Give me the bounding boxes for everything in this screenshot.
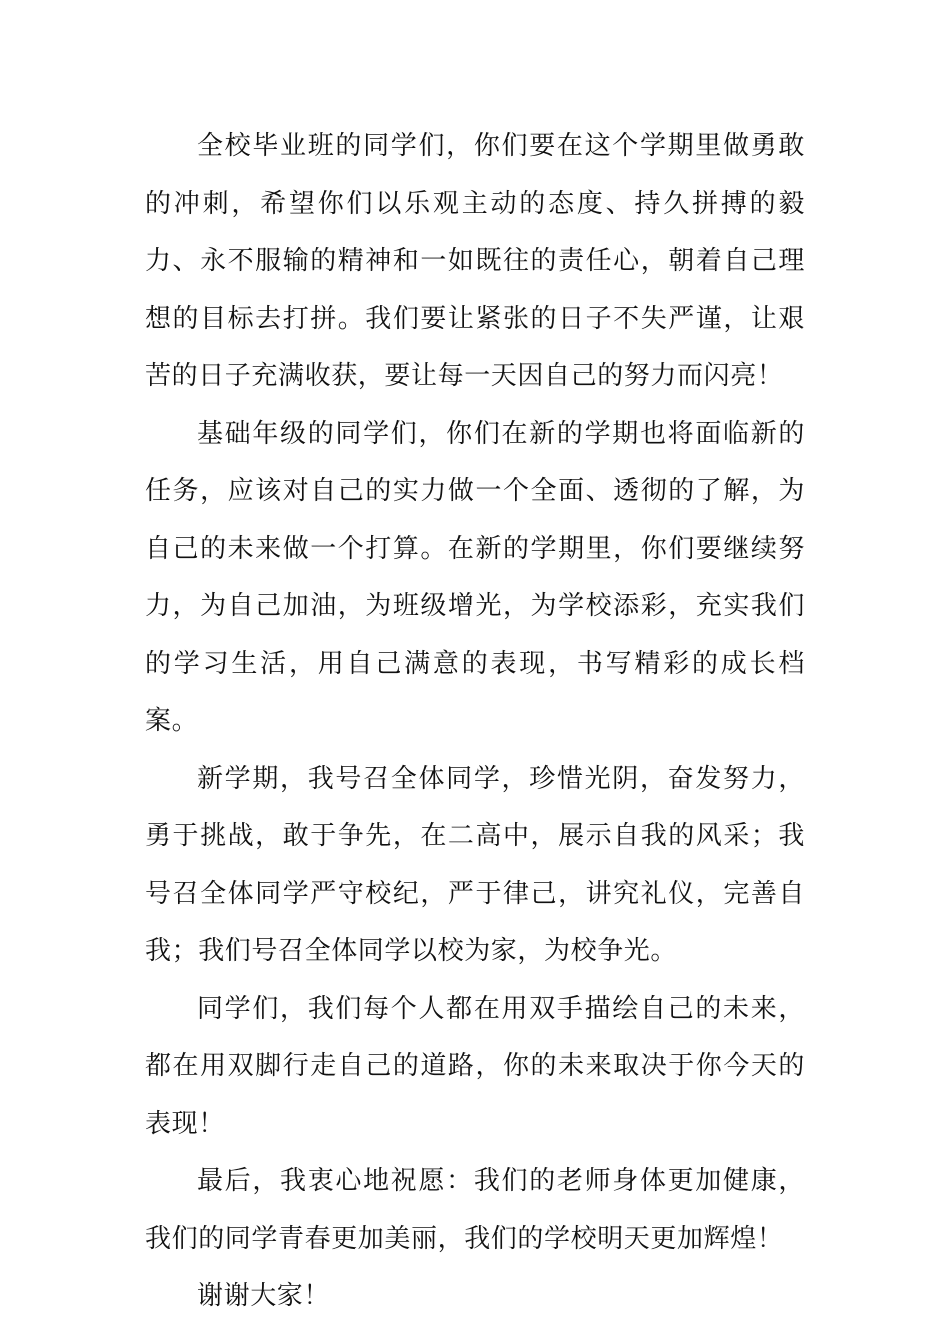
- paragraph-basic-grades: 基础年级的同学们，你们在新的学期也将面临新的任务，应该对自己的实力做一个全面、透彻的了解，为自己的未来做一个打算。在新的学期里，你们要继续努力，为自己加油，为班级增光，为学校添彩，充实我们的学习生活，用自己满意的表现，书写精彩的成长档案。: [145, 418, 805, 736]
- paragraph-graduating-classes: 全校毕业班的同学们，你们要在这个学期里做勇敢的冲刺，希望你们以乐观主动的态度、持久拼搏的毅力、永不服输的精神和一如既往的责任心，朝着自己理想的目标去打拼。我们要让紧张的日子不失严谨，让艰苦的日子充满收获，要让每一天因自己的努力而闪亮！: [145, 131, 805, 391]
- paragraph-call-to-action: 新学期，我号召全体同学，珍惜光阴，奋发努力，勇于挑战，敢于争先，在二高中，展示自我的风采；我号召全体同学严守校纪，严于律己，讲究礼仪，完善自我；我们号召全体同学以校为家，为校争光。: [145, 763, 805, 966]
- paragraph-wishes: 最后，我衷心地祝愿：我们的老师身体更加健康，我们的同学青春更加美丽，我们的学校明天更加辉煌！: [145, 1166, 805, 1254]
- paragraph-future: 同学们，我们每个人都在用双手描绘自己的未来，都在用双脚行走自己的道路，你的未来取决于你今天的表现！: [145, 993, 805, 1139]
- paragraph-thanks: 谢谢大家！: [197, 1281, 331, 1311]
- document-body: [145, 118, 805, 1326]
